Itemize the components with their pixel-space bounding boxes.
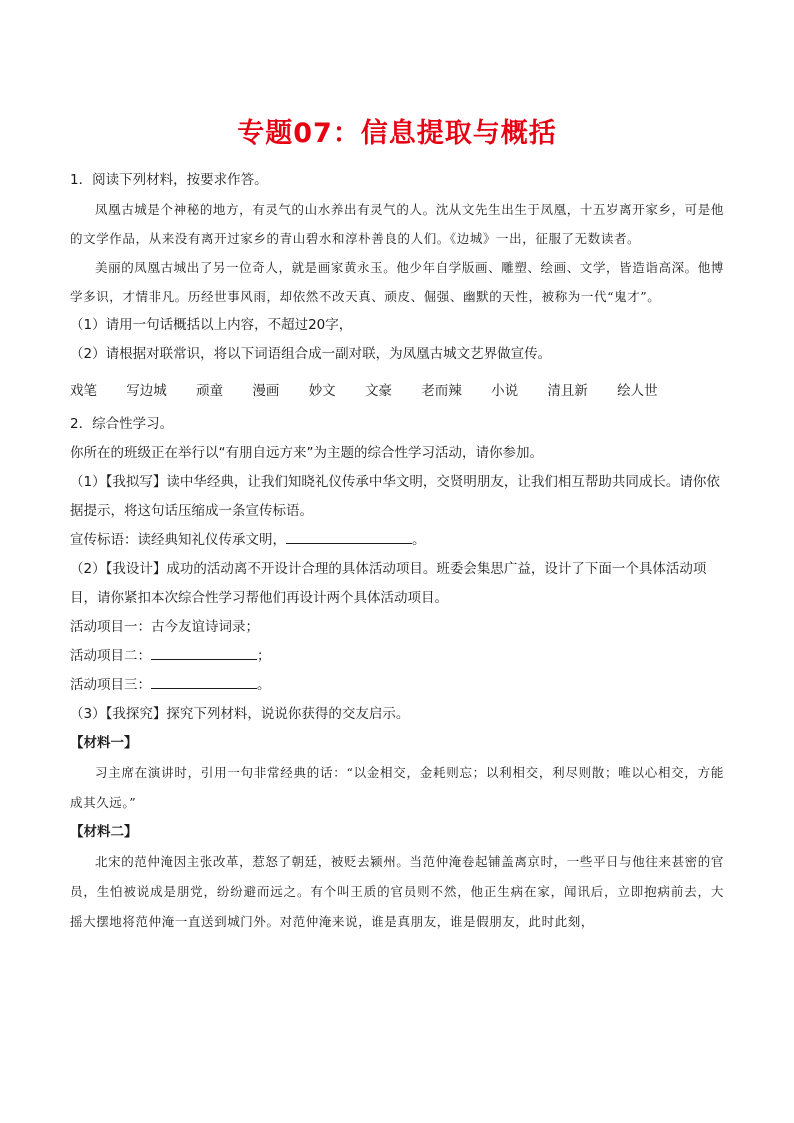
material-2-body: 北宋的范仲淹因主张改革，惹怒了朝廷，被贬去颍州。当范仲淹卷起铺盖离京时，一些平日与他往来甚密的官员，生怕被说成是朋党，纷纷避而远之。有个叫王质的官员则不然，他正生病在家，闻讯后，立即抱病前去，大摇大摆地将范仲淹一直送到城门外。对范仲淹来说，谁是真朋友，谁是假朋友，此时此刻， [70,854,724,929]
activity-item-1: 活动项目一：古今友谊诗词录； [70,619,259,635]
q2-subquestion-1: （1）【我拟写】读中华经典，让我们知晓礼仪传承中华文明，交贤明朋友，让我们相互帮助共同成长。请你依据提示，将这句话压缩成一条宣传标语。 [70,474,720,519]
couplet-word: 写边城 [126,383,167,399]
couplet-word: 顽童 [196,383,224,399]
couplet-word-list [70,377,724,406]
material-1-body: 习主席在演讲时，引用一句非常经典的话：“以金相交，金耗则忘；以利相交，利尽则散；唯以心相交，方能成其久远。” [70,765,724,810]
slogan-line [70,526,724,555]
activity-item-2-label: 活动项目二： [70,648,151,664]
activity-item-3 [70,671,724,700]
couplet-word: 清且新 [547,383,588,399]
q1-material-paragraph-1: 凤凰古城是个神秘的地方，有灵气的山水养出有灵气的人。沈从文先生出生于凤凰，十五岁离开家乡，可是他的文学作品，从来没有离开过家乡的青山碧水和淳朴善良的人们。《边城》一出，征服了无数读者。 [70,202,724,246]
activity-item-2-suffix: ； [257,648,271,664]
slogan-prefix: 宣传标语：读经典知礼仪传承文明， [70,532,286,548]
couplet-word: 妙文 [308,383,336,399]
material-1-heading: 【材料一】 [70,735,138,751]
couplet-word: 小说 [491,383,519,399]
q1-material-paragraph-2: 美丽的凤凰古城出了另一位奇人，就是画家黄永玉。他少年自学版画、雕塑、绘画、文学，皆造诣高深。他博学多识，才情非凡。历经世事风雨，却依然不改天真、顽皮、倔强、幽默的天性，被称为一代“鬼才”。 [70,260,724,304]
activity-item-2 [70,642,724,671]
q1-subquestion-1: （1）请用一句话概括以上内容，不超过20字， [70,317,353,333]
activity-item-3-blank[interactable] [151,676,257,689]
page-title: 专题07：信息提取与概括 [237,118,557,149]
couplet-word: 绘人世 [617,383,658,399]
couplet-word: 戏笔 [70,383,97,399]
slogan-suffix: 。 [412,532,426,548]
q1-subquestion-2: （2）请根据对联常识，将以下词语组合成一副对联，为凤凰古城文艺界做宣传。 [70,346,552,362]
activity-item-2-blank[interactable] [151,647,257,660]
q2-subquestion-2: （2）【我设计】成功的活动离不开设计合理的具体活动项目。班委会集思广益，设计了下面一个具体活动项目，请你紧扣本次综合性学习帮他们再设计两个具体活动项目。 [70,561,707,606]
activity-item-3-suffix: 。 [257,677,271,693]
material-2-heading: 【材料二】 [70,824,138,840]
couplet-word: 文豪 [364,383,392,399]
slogan-answer-blank[interactable] [286,531,412,544]
q2-intro: 你所在的班级正在举行以“有朋自远方来”为主题的综合性学习活动，请你参加。 [70,445,543,461]
couplet-word: 老而辣 [421,383,462,399]
q2-heading: 2．综合性学习。 [70,416,174,432]
couplet-word: 漫画 [252,383,280,399]
activity-item-3-label: 活动项目三： [70,677,151,693]
q2-subquestion-3: （3）【我探究】探究下列材料，说说你获得的交友启示。 [70,706,410,722]
q1-heading: 1．阅读下列材料，按要求作答。 [70,172,268,188]
